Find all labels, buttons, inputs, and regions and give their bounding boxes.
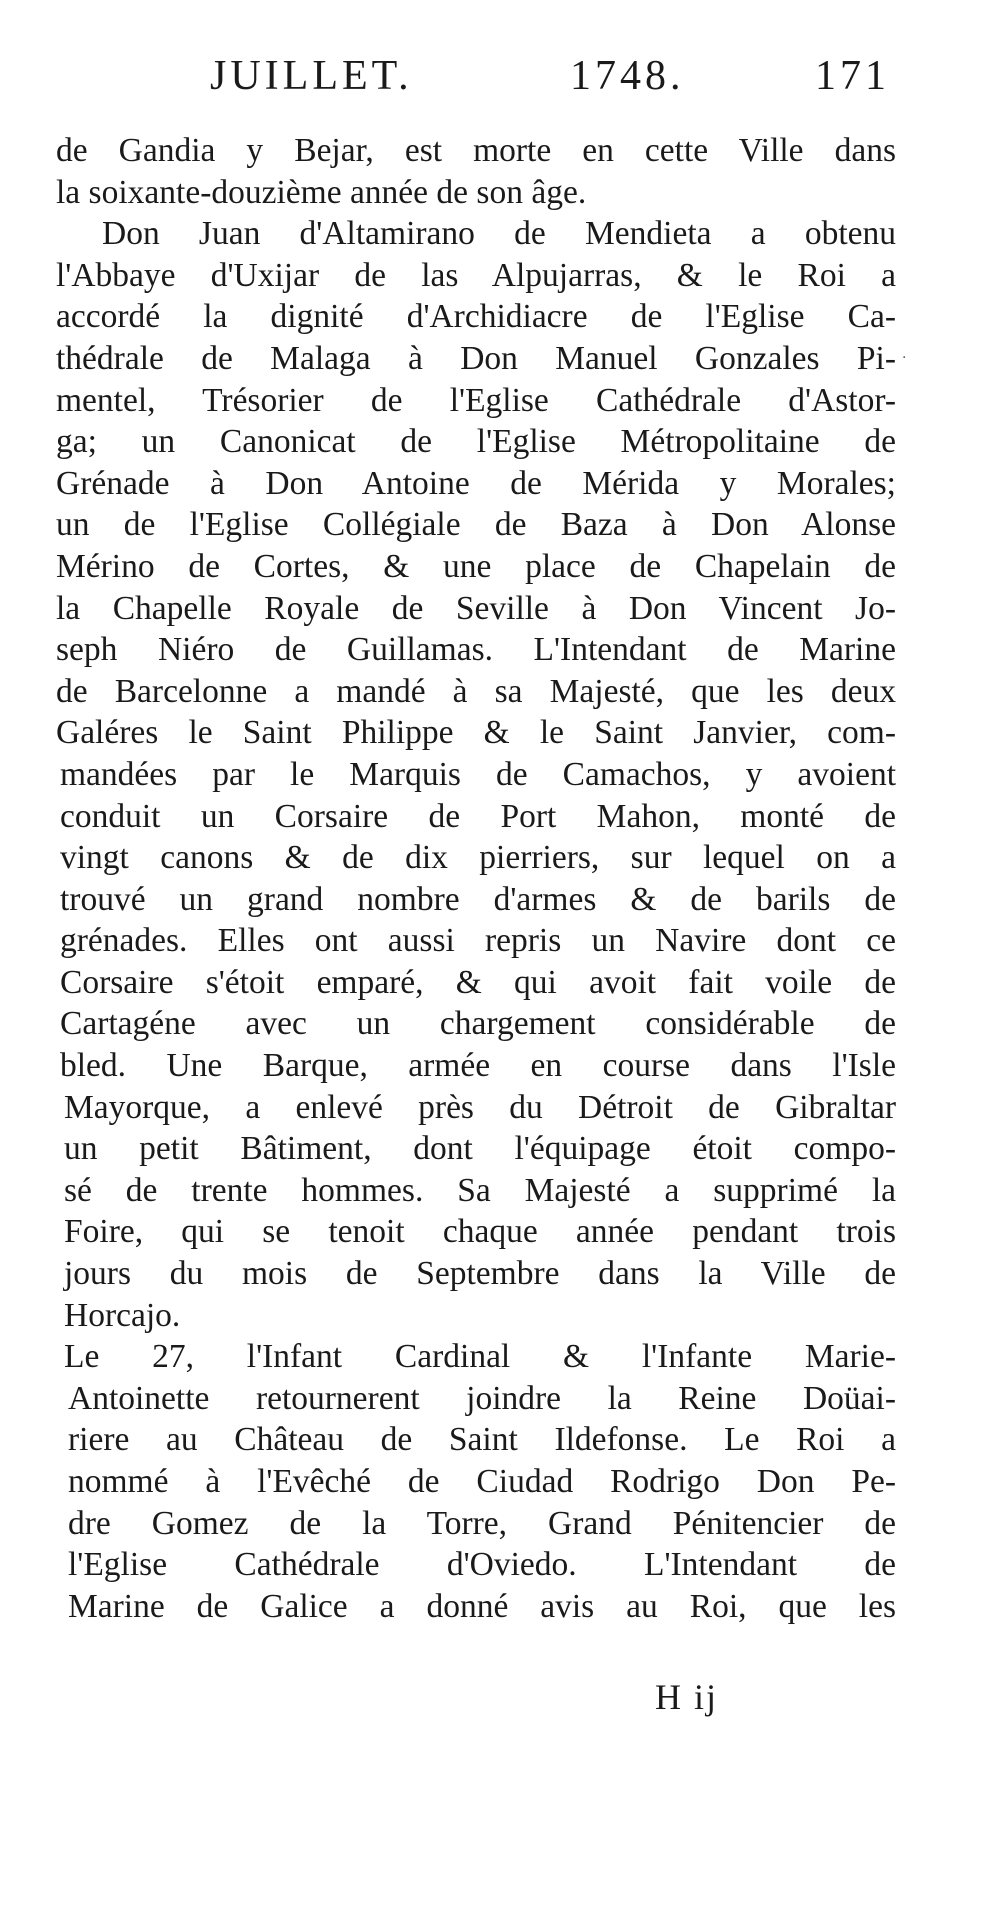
- text-line: grénades. Elles ont aussi repris un Navire dont ce: [60, 922, 896, 960]
- text-line: la Chapelle Royale de Seville à Don Vincent Jo-: [56, 589, 896, 627]
- text-line: Antoinette retournerent joindre la Reine Doüai-: [68, 1379, 896, 1417]
- margin-speck-icon: ·: [902, 350, 907, 366]
- text-line: jours du mois de Septembre dans la Ville de: [64, 1255, 896, 1293]
- running-title: JUILLET.: [210, 53, 413, 99]
- text-line: ga; un Canonicat de l'Eglise Métropolitaine de: [56, 423, 896, 461]
- page-number: 171: [815, 53, 890, 99]
- text-line: sé de trente hommes. Sa Majesté a supprimé la: [64, 1171, 896, 1209]
- text-line: Grénade à Don Antoine de Mérida y Morales;: [56, 464, 896, 502]
- text-line: l'Eglise Cathédrale d'Oviedo. L'Intendant de: [68, 1546, 896, 1584]
- text-line: conduit un Corsaire de Port Mahon, monté de: [60, 797, 896, 835]
- text-line: Galéres le Saint Philippe & le Saint Janvier, com-: [56, 714, 896, 752]
- body-text: [56, 130, 896, 1627]
- text-line: un de l'Eglise Collégiale de Baza à Don Alonse: [56, 506, 896, 544]
- text-line: seph Niéro de Guillamas. L'Intendant de Marine: [56, 631, 896, 669]
- text-line: Mérino de Cortes, & une place de Chapelain de: [56, 547, 896, 585]
- text-line: bled. Une Barque, armée en course dans l'Isle: [60, 1047, 896, 1085]
- text-line: Corsaire s'étoit emparé, & qui avoit fait voile de: [60, 963, 896, 1001]
- text-line: Mayorque, a enlevé près du Détroit de Gibraltar: [64, 1088, 896, 1126]
- text-line: Foire, qui se tenoit chaque année pendant trois: [64, 1213, 896, 1251]
- text-line: Cartagéne avec un chargement considérable de: [60, 1005, 896, 1043]
- running-year: 1748.: [570, 53, 685, 99]
- text-line: Le 27, l'Infant Cardinal & l'Infante Marie-: [64, 1338, 896, 1376]
- text-line: Marine de Galice a donné avis au Roi, que les: [68, 1587, 896, 1625]
- text-line: de Barcelonne a mandé à sa Majesté, que les deux: [56, 672, 896, 710]
- text-line: thédrale de Malaga à Don Manuel Gonzales Pi-: [56, 339, 896, 377]
- text-line: vingt canons & de dix pierriers, sur lequel on a: [60, 839, 896, 877]
- text-line: Don Juan d'Altamirano de Mendieta a obtenu: [102, 215, 896, 253]
- text-line: la soixante-douzième année de son âge.: [56, 173, 587, 211]
- text-line: Horcajo.: [64, 1296, 181, 1334]
- text-line: riere au Château de Saint Ildefonse. Le Roi a: [68, 1421, 896, 1459]
- text-line: de Gandia y Bejar, est morte en cette Ville dans: [56, 132, 896, 169]
- running-head: [210, 52, 900, 112]
- text-line: accordé la dignité d'Archidiacre de l'Eglise Ca-: [56, 298, 896, 336]
- text-line: nommé à l'Evêché de Ciudad Rodrigo Don Pe-: [68, 1463, 896, 1500]
- text-line: dre Gomez de la Torre, Grand Pénitencier de: [68, 1504, 896, 1542]
- text-line: un petit Bâtiment, dont l'équipage étoit compo-: [64, 1130, 896, 1168]
- text-line: l'Abbaye d'Uxijar de las Alpujarras, & le Roi a: [56, 256, 896, 294]
- text-line: mentel, Trésorier de l'Eglise Cathédrale d'Astor-: [56, 381, 896, 419]
- text-line: trouvé un grand nombre d'armes & de barils de: [60, 880, 896, 918]
- signature-mark: H ij: [655, 1677, 719, 1717]
- text-line: mandées par le Marquis de Camachos, y avoient: [60, 755, 896, 793]
